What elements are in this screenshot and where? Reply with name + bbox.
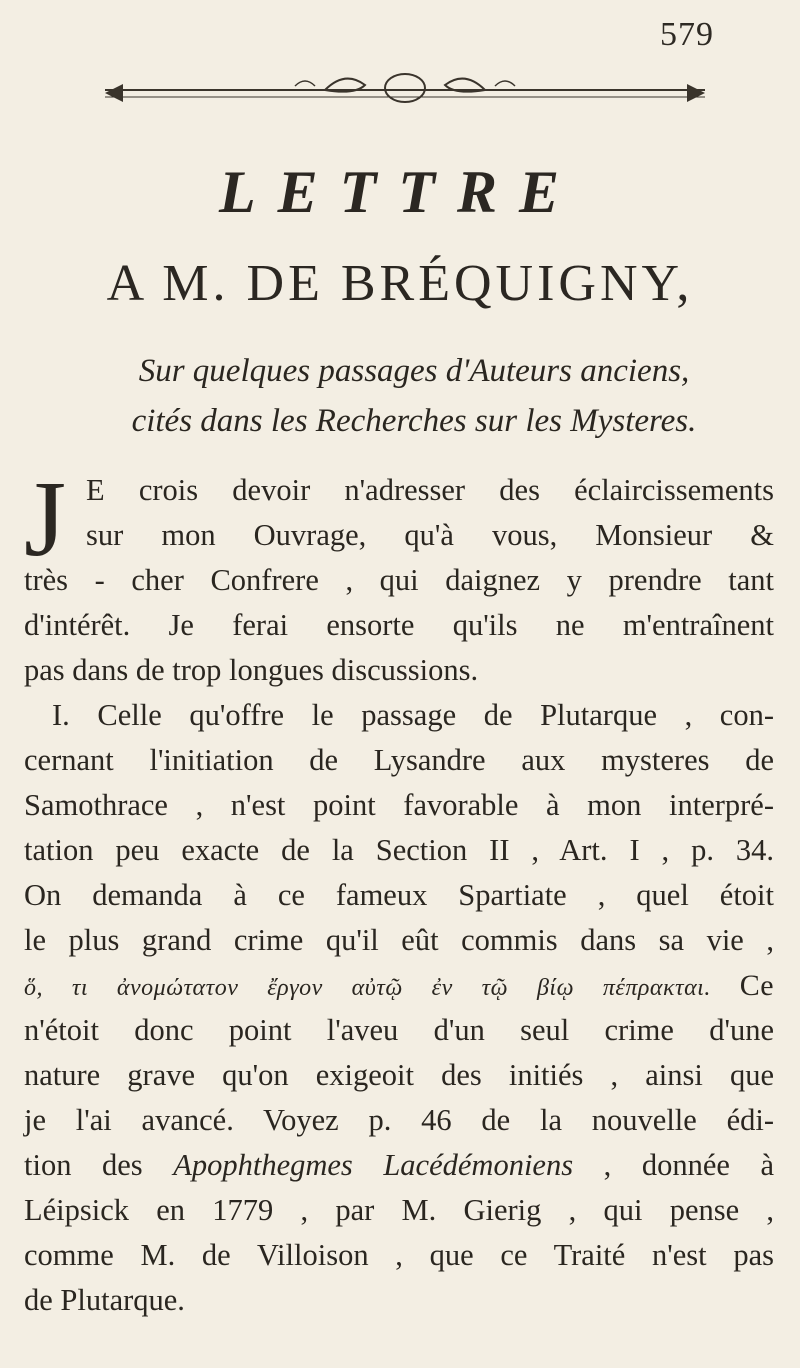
ornamental-header-rule: [95, 60, 715, 120]
greek-quotation: ὅ, τι ἀνομώτατον ἔργον αὐτῷ ἐν τῷ βίῳ πέπρακται.: [24, 975, 711, 1001]
page-number: 579: [660, 16, 714, 53]
text-line: Léipsick en 1779 , par M. Gierig , qui pense ,: [24, 1193, 774, 1227]
line-end-word: Ce: [739, 969, 775, 1002]
text-line: E crois devoir n'adresser des éclaircissements: [86, 473, 774, 507]
caption-line-1: Sur quelques passages d'Auteurs anciens,: [138, 353, 690, 389]
text-line: On demanda à ce fameux Spartiate , quel étoit: [24, 878, 774, 912]
text-line: comme M. de Villoison , que ce Traité n'est pas: [24, 1238, 774, 1272]
work-title-italic: Apophthegmes Lacédémoniens: [173, 1148, 574, 1182]
text-line: tation peu exacte de la Section II , Art. I , p. 34.: [24, 833, 774, 867]
caption-line-2: cités dans les Recherches sur les Mysteres.: [131, 403, 697, 439]
drop-cap: J: [24, 460, 67, 579]
text-line: pas dans de trop longues discussions.: [24, 653, 479, 687]
text-fragment: tion des: [24, 1148, 174, 1182]
title: LETTRE: [218, 159, 581, 225]
text-line: I. Celle qu'offre le passage de Plutarque , con-: [52, 698, 774, 732]
text-fragment: , donnée à: [573, 1148, 774, 1182]
subtitle: A M. DE BRÉQUIGNY,: [106, 255, 694, 312]
text-line: nature grave qu'on exigeoit des initiés , ainsi que: [24, 1058, 774, 1092]
text-line: sur mon Ouvrage, qu'à vous, Monsieur &: [86, 518, 774, 552]
text-line: très - cher Confrere , qui daignez y prendre tant: [24, 563, 774, 597]
text-line: de Plutarque.: [24, 1283, 185, 1317]
text-line: le plus grand crime qu'il eût commis dans sa vie ,: [24, 923, 774, 957]
text-line: Samothrace , n'est point favorable à mon interpré-: [24, 788, 774, 822]
text-line: n'étoit donc point l'aveu d'un seul crime d'une: [24, 1013, 774, 1047]
text-line: d'intérêt. Je ferai ensorte qu'ils ne m'entraînent: [24, 608, 774, 642]
text-line-apophthegmes: [24, 1143, 774, 1188]
text-line: cernant l'initiation de Lysandre aux mysteres de: [24, 743, 774, 777]
text-line: je l'ai avancé. Voyez p. 46 de la nouvelle édi-: [24, 1103, 774, 1137]
greek-quotation-line: [24, 963, 774, 1011]
